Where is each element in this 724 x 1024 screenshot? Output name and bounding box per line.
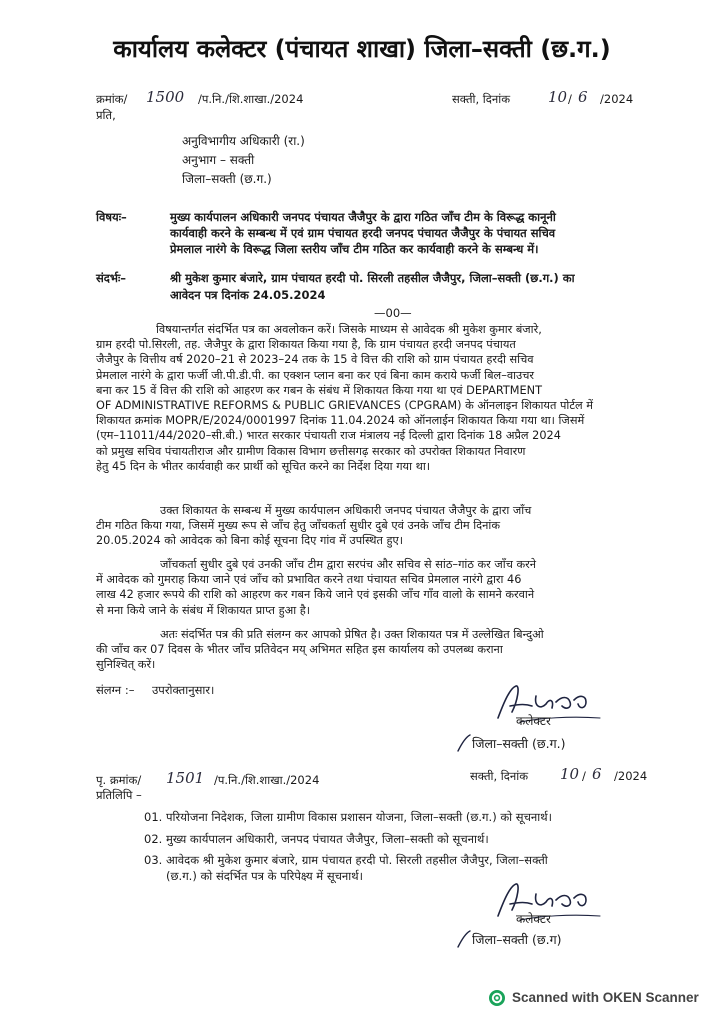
pr-kramank-number: 1501 [166,769,205,787]
subject-label: विषयः– [96,210,127,224]
kramank-label: क्रमांक/ [96,92,128,106]
scanner-watermark: Scanned with OKEN Scanner [512,990,699,1005]
reference-line-1: श्री मुकेश कुमार बंजारे, ग्राम पंचायत हरदी पो. सिरली तहसील जैजैपुर, जिला–सक्ती (छ.ग.) का [170,271,575,285]
p1-line: (एम–11011/44/2020–सी.बी.) भारत सरकार पंचायती राज मंत्रालय नई दिल्ली द्वारा दिनांक 18 अप्रैल 2024 [96,429,561,443]
p1-line: हेतु 45 दिन के भीतर कार्यवाही कर प्रार्थी को सूचित करने का निर्देश दिया गया था। [96,459,431,473]
subject-line-2: कार्यवाही करने के सम्बन्ध में एवं ग्राम पंचायत हरदी जनपद पंचायत जैजैपुर के पंचायत सचिव [170,226,556,240]
collector-signature-2 [490,880,620,924]
signature-1-district: जिला–सक्ती (छ.ग.) [472,736,566,751]
p1-line: जैजैपुर के वित्तीय वर्ष 2020–21 से 2023–24 तक के 15 वे वित्त की राशि को ग्राम पंचायत हरदी सचिव [96,353,534,367]
separator: —00— [374,306,412,320]
p2-line: टीम गठित किया गया, जिसमें मुख्य रूप से जाँच हेतु जाँचकर्ता सुधीर दुबे एवं उनके जाँच टीम दिनांक [96,519,501,533]
pr-date-place-label: सक्ती, दिनांक [470,769,529,783]
enclosure-label: संलग्न :– [96,683,135,697]
pr-date-year: /2024 [614,769,648,783]
p2-line: उक्त शिकायत के सम्बन्ध में मुख्य कार्यपालन अधिकारी जनपद पंचायत जैजैपुर के द्वारा जाँच [160,504,532,517]
p1-line: OF ADMINISTRATIVE REFORMS & PUBLIC GRIEVANCES (CPGRAM) के ऑनलाइन शिकायत पोर्टल में [96,399,594,413]
copy-item-text-cont: (छ.ग.) को संदर्भित पत्र के परिपेक्ष्य में सूचनार्थ। [166,869,363,883]
pr-kramank-label: पृ. क्रमांक/ [96,773,142,787]
p3-line: में आवेदक को गुमराह किया जाने एवं जाँच को प्रभावित करने तथा पंचायत सचिव प्रेमलाल नारंगे द्वारा 46 [96,573,522,587]
date-year: /2024 [600,92,634,106]
prati-label: प्रति, [96,108,116,122]
copy-label: प्रतिलिपि – [96,788,142,802]
body-paragraph-1 [96,322,668,474]
copy-item-text: मुख्य कार्यपालन अधिकारी, जनपद पंचायत जैजैपुर, जिला–सक्ती को सूचनार्थ। [166,832,489,846]
copy-item-text: आवेदक श्री मुकेश कुमार बंजारे, ग्राम पंचायत हरदी पो. सिरली तहसील जैजैपुर, जिला–सक्ती [166,853,548,867]
collector-signature-1 [490,682,620,726]
pr-date-month: 6 [592,765,602,783]
addressee-line-2: अनुभाग – सक्ती [182,153,255,167]
p1-line: विषयान्तर्गत संदर्भित पत्र का अवलोकन करें। जिसके माध्यम से आवेदक श्री मुकेश कुमार बंजारे, [156,323,542,336]
reference-label: संदर्भः– [96,271,127,285]
addressee-line-1: अनुविभागीय अधिकारी (रा.) [182,134,305,148]
p1-line: बना कर 15 वें वित्त की राशि को आहरण कर गबन के संबंध में शिकायत किया गया था एवं DEPARTMENT [96,383,542,397]
office-title: कार्यालय कलेक्टर (पंचायत शाखा) जिला–सक्ती (छ.ग.) [113,35,611,63]
p3-line: से मना किये जाने के संबंध में शिकायत प्राप्त हुआ है। [96,603,310,617]
copy-item-num: 01. [144,810,163,824]
reference-line-2: आवेदन पत्र दिनांक 24.05.2024 [170,288,326,302]
p4-line: अतः संदर्भित पत्र की प्रति संलग्न कर आपको प्रेषित है। उक्त शिकायत पत्र में उल्लेखित बिन्दुओ [160,628,544,641]
copy-item-num: 03. [144,853,163,867]
addressee-line-3: जिला–सक्ती (छ.ग.) [182,172,272,186]
p1-line: ग्राम हरदी पो.सिरली, तह. जैजैपुर के द्वारा शिकायत किया गया है, कि ग्राम पंचायत हरदी जनपद पंचायत [96,338,516,352]
p2-line: 20.05.2024 को आवेदक को बिना कोई सूचना दिए गांव में उपस्थित हुए। [96,534,403,548]
p1-line: शिकायत क्रमांक MOPR/E/2024/0001997 दिनांक 11.04.2024 को ऑनलाईन शिकायत किया गया था। जिसमें [96,414,585,428]
body-paragraph-3 [96,557,668,618]
date-day: 10 [548,88,568,106]
p1-line: प्रेमलाल नारंगे के द्वारा फर्जी जी.पी.डी.पी. का एक्शन प्लान बना कर एवं बिना काम कराये फर्जी बिल–वाउचर [96,368,535,382]
date-month: 6 [578,88,588,106]
subject-line-1: मुख्य कार्यपालन अधिकारी जनपद पंचायत जैजैपुर के द्वारा गठित जाँच टीम के विरूद्ध कानूनी [170,210,556,224]
copy-item-text: परियोजना निदेशक, जिला ग्रामीण विकास प्रशासन योजना, जिला–सक्ती (छ.ग.) को सूचनार्थ। [166,810,552,824]
p4-line: की जाँच कर 07 दिवस के भीतर जाँच प्रतिवेदन मय् अभिमत सहित इस कार्यालय को उपलब्ध कराना [96,643,503,657]
signature-1-designation: कलेक्टर [516,714,551,728]
p3-line: लाख 42 हजार रूपये की राशि को आहरण कर गबन किये जाने एवं इसकी जाँच गाँव वालो के सामने करवाने [96,588,535,602]
signature-2-district: जिला–सक्ती (छ.ग) [472,932,562,947]
p1-line: को प्रमुख सचिव पंचायतीराज और ग्रामीण विकास विभाग छत्तीसगढ़ सरकार को उपरोक्त शिकायत निवारण [96,444,526,458]
date-place-label: सक्ती, दिनांक [452,92,511,106]
kramank-number: 1500 [146,88,185,106]
enclosure-value: उपरोक्तानुसार। [152,683,215,697]
body-paragraph-2 [96,503,668,549]
scanner-logo-icon [488,989,506,1007]
pr-date-day: 10 [560,765,580,783]
subject-line-3: प्रेमलाल नारंगे के विरूद्ध जिला स्तरीय जाँच टीम गठित कर कार्यवाही करने के सम्बन्ध में। [170,242,539,256]
pr-kramank-suffix: /प.नि./शि.शाखा./2024 [214,773,320,787]
signature-2-designation: कलेक्टर [516,912,551,926]
copy-item-num: 02. [144,832,163,846]
kramank-suffix: /प.नि./शि.शाखा./2024 [198,92,304,106]
p4-line: सुनिश्चित् करें। [96,658,156,672]
body-paragraph-4 [96,627,668,673]
p3-line: जाँचकर्ता सुधीर दुबे एवं उनकी जाँच टीम द्वारा सरपंच और सचिव से सांठ–गांठ कर जाँच करने [160,558,537,571]
